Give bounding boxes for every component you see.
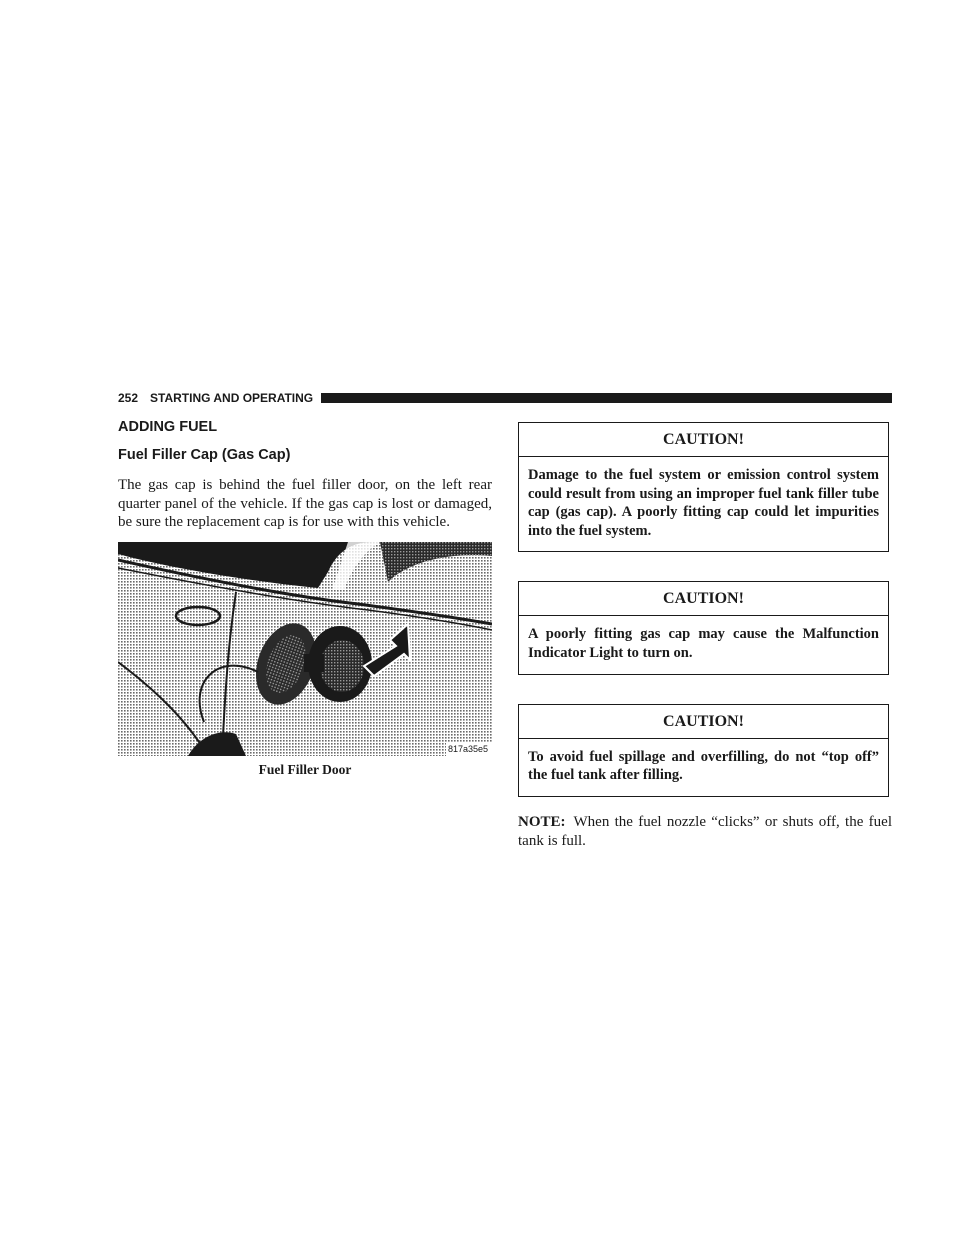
caution-title: CAUTION! <box>519 705 888 739</box>
right-column <box>518 422 892 851</box>
caution-text: Damage to the fuel system or emission control system could result from using an improper fuel tank filler tube cap (gas cap). A poorly fitting cap could let impurities into the fuel system. <box>528 467 879 539</box>
note-label: NOTE: <box>518 813 566 830</box>
fuel-filler-door-illustration <box>118 542 492 756</box>
left-column <box>118 418 492 778</box>
subsection-heading: Fuel Filler Cap (Gas Cap) <box>118 447 291 463</box>
caution-title: CAUTION! <box>519 582 888 616</box>
fuel-filler-door-drawing <box>118 542 492 756</box>
page-number: 252 <box>118 391 139 405</box>
caution-box <box>518 581 889 674</box>
section-heading: ADDING FUEL <box>118 419 218 435</box>
caution-box <box>518 422 889 552</box>
page-header <box>118 390 892 406</box>
figure-code: 817a35e5 <box>447 743 488 754</box>
figure-caption: Fuel Filler Door <box>258 761 352 777</box>
caution-text: A poorly fitting gas cap may cause the Malfunction Indicator Light to turn on. <box>528 626 879 661</box>
caution-title: CAUTION! <box>519 423 888 457</box>
note-text: When the fuel nozzle “clicks” or shuts off, the fuel tank is full. <box>518 813 892 849</box>
section-title: STARTING AND OPERATING <box>150 391 314 405</box>
note-paragraph <box>518 813 892 851</box>
caution-text: To avoid fuel spillage and overfilling, do not “top off” the fuel tank after filling. <box>528 748 879 784</box>
caution-box <box>518 704 889 797</box>
intro-paragraph: The gas cap is behind the fuel filler door, on the left rear quarter panel of the vehicle. If the gas cap is lost or damaged, be sure the replacement cap is for use with this vehicle. <box>118 477 492 530</box>
header-rule <box>321 393 892 403</box>
